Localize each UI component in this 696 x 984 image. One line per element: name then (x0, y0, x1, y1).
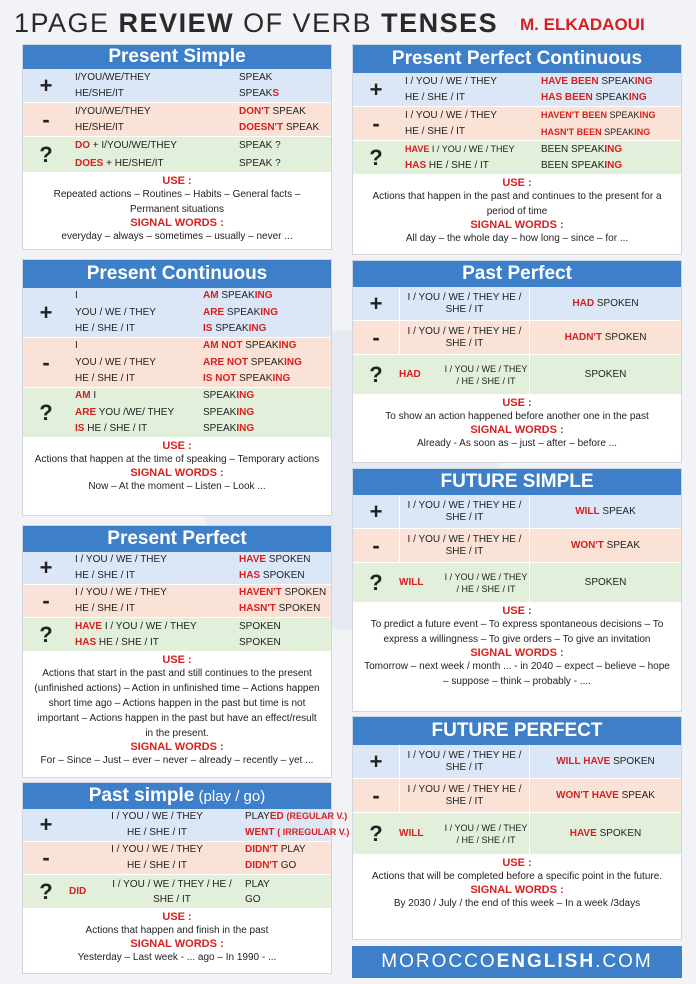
auxiliary: HAD (399, 369, 421, 380)
question-symbol: ? (369, 361, 383, 387)
verb: SPEAK ? (239, 140, 281, 152)
subject: I / YOU / WE / THEY (431, 144, 515, 155)
auxiliary: HASN'T BEEN (541, 126, 602, 137)
signal-words-text: everyday – always – sometimes – usually – never ... (61, 231, 293, 242)
verb-suffix: ING (236, 423, 255, 435)
plus-symbol: + (369, 76, 383, 102)
verb: SPEAK ? (239, 157, 281, 169)
present-simple-heading: Present Simple (23, 45, 331, 69)
positive-row (23, 809, 350, 842)
verb: SPEAK (226, 306, 261, 318)
verb: SPEAK (621, 789, 655, 801)
plus-symbol: + (369, 748, 383, 774)
verb-suffix: ING (639, 110, 656, 121)
verb: PLAY (245, 811, 270, 823)
subject: I (75, 340, 78, 352)
verb: SPEAK (239, 88, 273, 100)
use-label: USE : (162, 654, 192, 666)
verb-suffix: ING (254, 290, 273, 302)
verb-note: ( IRREGULAR V.) (277, 827, 350, 838)
subject: I / YOU / WE / THEY (111, 811, 203, 823)
verb: PLAY (280, 844, 306, 856)
minus-symbol: - (42, 106, 50, 132)
verb: SPEAK (239, 373, 273, 385)
subject: I / YOU / WE / THEY HE / SHE / IT (399, 779, 529, 812)
auxiliary: HAVE (569, 827, 597, 839)
use-text: To show an action happened before another one in the past (385, 411, 649, 422)
auxiliary: HAS (239, 570, 261, 582)
auxiliary: HAS (405, 160, 427, 172)
verb: GO (280, 860, 297, 872)
verb: SPOKEN (613, 755, 655, 767)
verb: SPOKEN (596, 297, 639, 309)
verb: SPOKEN (278, 603, 321, 615)
question-symbol: ? (39, 399, 53, 425)
use-text: Actions that happen at the time of speaking – Temporary actions (34, 454, 320, 465)
footer-website: MOROCCO ENGLISH .COM (352, 946, 682, 978)
subject: HE / SHE / IT (75, 603, 136, 615)
question-symbol: ? (369, 820, 383, 846)
subject: I / YOU / WE / THEY (111, 844, 203, 856)
subject: HE / SHE / IT (126, 860, 187, 872)
verb-suffix: S (272, 88, 280, 100)
auxiliary: DOESN'T (239, 122, 284, 134)
page-title: 1PAGE REVIEW OF VERB TENSES (14, 8, 499, 38)
auxiliary: DIDN'T (245, 860, 278, 872)
auxiliary: DON'T (239, 105, 270, 117)
minus-symbol: - (372, 782, 380, 808)
auxiliary: WILL (399, 577, 424, 588)
verb: SPOKEN (604, 331, 647, 343)
future-simple-heading: FUTURE SIMPLE (353, 469, 681, 495)
verb: SPEAK (285, 122, 320, 134)
plus-symbol: + (369, 498, 383, 524)
auxiliary: HAVE (75, 620, 103, 632)
signal-words-label: SIGNAL WORDS : (470, 647, 564, 659)
signal-words-text: For – Since – Just – ever – never – already – recently – yet ... (40, 755, 314, 766)
subject: I / YOU / WE / THEY / HE / SHE / IT (444, 363, 528, 386)
verb-suffix: ING (236, 406, 255, 418)
auxiliary: WON'T (570, 539, 604, 551)
plus-symbol: + (39, 299, 53, 325)
auxiliary: HAVE (405, 144, 430, 155)
plus-symbol: + (39, 72, 53, 98)
auxiliary: AM (75, 390, 91, 402)
subject: + I/YOU/WE/THEY (92, 140, 177, 152)
use-label: USE : (502, 605, 532, 617)
present-continuous-card (22, 259, 332, 516)
future-perfect-heading: FUTURE PERFECT (353, 717, 681, 745)
verb: WENT (245, 827, 275, 839)
use-text: Actions that will be completed before a specific point in the future. (371, 871, 663, 882)
question-row (353, 355, 681, 395)
verb: PLAY (245, 878, 270, 890)
verb: SPEAK (601, 75, 635, 87)
signal-words-label: SIGNAL WORDS : (130, 938, 224, 950)
auxiliary: ARE NOT (203, 356, 248, 368)
auxiliary: DIDN'T (245, 844, 278, 856)
future-simple-card (352, 468, 682, 712)
question-row (353, 563, 681, 603)
verb-suffix: ING (634, 75, 653, 87)
verb-suffix: ING (634, 126, 651, 137)
question-row (23, 618, 331, 652)
minus-symbol: - (42, 845, 50, 870)
verb: SPEAK (606, 539, 641, 551)
use-text: Actions that happen and finish in the past (85, 925, 269, 936)
auxiliary: HAS BEEN (541, 92, 593, 104)
subject: I / YOU / WE / THEY / HE / SHE / IT (112, 878, 232, 905)
verb: SPOKEN (284, 587, 327, 599)
subject: I / YOU / WE / THEY (405, 75, 497, 87)
present-perfect-card (22, 525, 332, 778)
minus-symbol: - (372, 532, 380, 558)
auxiliary: DO (75, 140, 90, 152)
subject: HE / SHE / IT (98, 637, 159, 649)
present-perfect-continuous-heading: Present Perfect Continuous (353, 45, 681, 73)
subject: HE / SHE / IT (75, 570, 136, 582)
verb: SPEAK (239, 71, 273, 83)
use-text: To predict a future event – To express spontaneous decisions – To express a willingness – To give orders – To give an invitation (370, 619, 664, 645)
use-label: USE : (162, 440, 192, 452)
verb: SPEAK (203, 390, 237, 402)
present-continuous-heading: Present Continuous (23, 260, 331, 288)
verb-suffix: ING (248, 323, 267, 335)
use-label: USE : (162, 175, 192, 187)
signal-words-text: Yesterday – Last week - ... ago – In 1990 - ... (77, 952, 277, 963)
auxiliary: ARE (203, 306, 225, 318)
question-row (353, 813, 681, 855)
present-simple-card (22, 44, 332, 250)
use-label: USE : (502, 857, 532, 869)
negative-row (23, 585, 331, 618)
verb: SPEAK (604, 126, 635, 137)
subject: I / YOU / WE / THEY (405, 109, 497, 121)
subject: I / YOU / WE / THEY HE / SHE / IT (399, 529, 529, 562)
signal-words-text: By 2030 / July / the end of this week – In a week /3days (393, 898, 641, 909)
verb: BEEN SPEAK (541, 160, 605, 172)
negative-row (23, 103, 331, 137)
verb: SPEAK (203, 423, 237, 435)
verb: SPOKEN (529, 355, 681, 394)
signal-words-text: All day – the whole day – how long – since – for ... (405, 233, 629, 244)
subject: HE / SHE / IT (405, 126, 466, 138)
verb-suffix: ING (236, 390, 255, 402)
negative-row (23, 842, 331, 875)
auxiliary: WILL (575, 505, 600, 517)
plus-symbol: + (39, 555, 53, 580)
use-label: USE : (162, 911, 192, 923)
subject: HE/SHE/IT (75, 88, 124, 100)
question-row (23, 875, 331, 909)
auxiliary: IS NOT (203, 373, 237, 385)
plus-symbol: + (39, 812, 53, 837)
verb-suffix: ING (284, 356, 302, 368)
subject: I / YOU / WE / THEY (104, 620, 197, 632)
auxiliary: HAS (75, 637, 97, 649)
verb: SPEAK (245, 340, 279, 352)
subject: HE / SHE / IT (405, 92, 466, 104)
signal-words-text: Now – At the moment – Listen – Look ... (88, 481, 266, 492)
subject: HE / SHE / IT (75, 373, 136, 385)
past-perfect-heading: Past Perfect (353, 261, 681, 287)
auxiliary: HAVEN'T (239, 587, 282, 599)
minus-symbol: - (372, 110, 380, 136)
verb: SPOKEN (262, 570, 305, 582)
auxiliary: WILL (399, 828, 424, 839)
verb: BEEN SPEAK (541, 143, 605, 155)
minus-symbol: - (42, 349, 50, 375)
verb-suffix: ED (269, 811, 284, 823)
auxiliary: DID (69, 886, 87, 897)
question-symbol: ? (39, 141, 53, 167)
positive-row (353, 73, 681, 107)
verb: SPOKEN (599, 827, 642, 839)
auxiliary: HAVE BEEN (541, 75, 599, 87)
present-perfect-heading: Present Perfect (23, 526, 331, 552)
use-label: USE : (502, 397, 532, 409)
past-perfect-card (352, 260, 682, 463)
question-symbol: ? (369, 144, 383, 170)
verb: SPOKEN (239, 620, 281, 632)
auxiliary: AM NOT (203, 340, 243, 352)
verb-suffix: ING (604, 143, 623, 155)
question-symbol: ? (39, 621, 53, 647)
verb: SPEAK (272, 105, 306, 117)
auxiliary: HADN'T (564, 331, 602, 343)
negative-row (353, 779, 681, 813)
subject: + HE/SHE/IT (106, 157, 164, 169)
subject: I/YOU/WE/THEY (75, 71, 151, 83)
subject: I/YOU/WE/THEY (75, 105, 151, 117)
positive-row (23, 552, 331, 585)
subject: HE / SHE / IT (126, 827, 187, 839)
signal-words-label: SIGNAL WORDS : (470, 219, 564, 231)
verb: SPEAK (602, 505, 636, 517)
negative-row (353, 529, 681, 563)
verb: SPEAK (203, 406, 237, 418)
verb: SPEAK (221, 290, 255, 302)
use-label: USE : (502, 177, 532, 189)
subject: HE / SHE / IT (87, 423, 148, 435)
verb: SPEAK (609, 110, 640, 121)
auxiliary: AM (203, 290, 219, 302)
verb-note: (REGULAR V.) (286, 811, 348, 822)
subject: I / YOU / WE / THEY (75, 587, 167, 599)
question-symbol: ? (39, 878, 53, 904)
author-name: M. ELKADAOUI (520, 15, 645, 34)
subject: I / YOU / WE / THEY HE / SHE / IT (399, 745, 529, 778)
auxiliary: IS (203, 323, 213, 335)
past-simple-heading: Past simple (play / go) (23, 783, 331, 809)
use-text: Repeated actions – Routines – Habits – General facts – Permanent situations (53, 189, 301, 215)
auxiliary: IS (75, 423, 85, 435)
past-simple-card (22, 782, 350, 974)
verb: GO (245, 893, 261, 905)
verb: SPEAK (595, 92, 629, 104)
verb: SPEAK (215, 323, 249, 335)
verb: SPEAK (250, 356, 285, 368)
subject: YOU / WE / THEY (75, 356, 156, 368)
verb-suffix: ING (260, 306, 279, 318)
negative-row (23, 338, 331, 388)
positive-row (353, 287, 681, 321)
subject: HE/SHE/IT (75, 122, 124, 134)
subject: I / YOU / WE / THEY / HE / SHE / IT (444, 822, 528, 845)
signal-words-label: SIGNAL WORDS : (130, 217, 224, 229)
minus-symbol: - (42, 588, 50, 613)
question-row (23, 388, 331, 438)
use-text: Actions that happen in the past and continues to the present for a period of time (372, 191, 662, 217)
future-perfect-card (352, 716, 682, 940)
signal-words-label: SIGNAL WORDS : (130, 741, 224, 753)
subject: I (93, 390, 97, 402)
subject: I / YOU / WE / THEY HE / SHE / IT (399, 321, 529, 354)
verb: SPOKEN (529, 563, 681, 602)
verb-suffix: ING (628, 92, 647, 104)
present-perfect-continuous-card (352, 44, 682, 255)
signal-words-text: Tomorrow – next week / month ... - in 2040 – expect – believe – hope – suppose – think – probably - .... (364, 661, 670, 687)
subject: YOU / WE / THEY (75, 306, 156, 318)
subject: I / YOU / WE / THEY HE / SHE / IT (399, 495, 529, 528)
positive-row (353, 495, 681, 529)
minus-symbol: - (372, 324, 380, 350)
subject: I (75, 290, 78, 302)
signal-words-label: SIGNAL WORDS : (470, 884, 564, 896)
signal-words-text: Already - As soon as – just – after – before ... (416, 438, 618, 449)
negative-row (353, 321, 681, 355)
subject: HE / SHE / IT (75, 323, 136, 335)
question-symbol: ? (369, 569, 383, 595)
subject: HE / SHE / IT (428, 160, 489, 172)
auxiliary: HAVE (239, 554, 267, 566)
auxiliary: HAVEN'T BEEN (541, 110, 607, 121)
auxiliary: WILL HAVE (556, 755, 611, 767)
auxiliary: WON'T HAVE (556, 789, 619, 801)
signal-words-label: SIGNAL WORDS : (470, 424, 564, 436)
positive-row (23, 69, 331, 103)
subject: YOU /WE/ THEY (98, 406, 175, 418)
signal-words-label: SIGNAL WORDS : (130, 467, 224, 479)
use-text: Actions that start in the past and still continues to the present (unfinished actions) – Action in unfinished time – Actions happen short time ago – Actions happen in the past but time is not important – Actions happen in the past but have an effect/result in the present. (34, 668, 320, 739)
auxiliary: ARE (75, 406, 97, 418)
question-row (353, 141, 681, 175)
positive-row (353, 745, 681, 779)
verb-suffix: ING (272, 373, 291, 385)
question-row (23, 137, 331, 173)
plus-symbol: + (369, 290, 383, 316)
verb-suffix: ING (278, 340, 297, 352)
subject: I / YOU / WE / THEY HE / SHE / IT (399, 287, 529, 320)
auxiliary: HASN'T (239, 603, 276, 615)
positive-row (23, 288, 331, 338)
verb: SPOKEN (268, 554, 311, 566)
subject: I / YOU / WE / THEY / HE / SHE / IT (444, 571, 528, 594)
verb: SPOKEN (239, 637, 281, 649)
auxiliary: DOES (75, 157, 104, 169)
verb-suffix: ING (604, 160, 623, 172)
negative-row (353, 107, 681, 141)
subject: I / YOU / WE / THEY (75, 554, 167, 566)
auxiliary: HAD (572, 297, 595, 309)
